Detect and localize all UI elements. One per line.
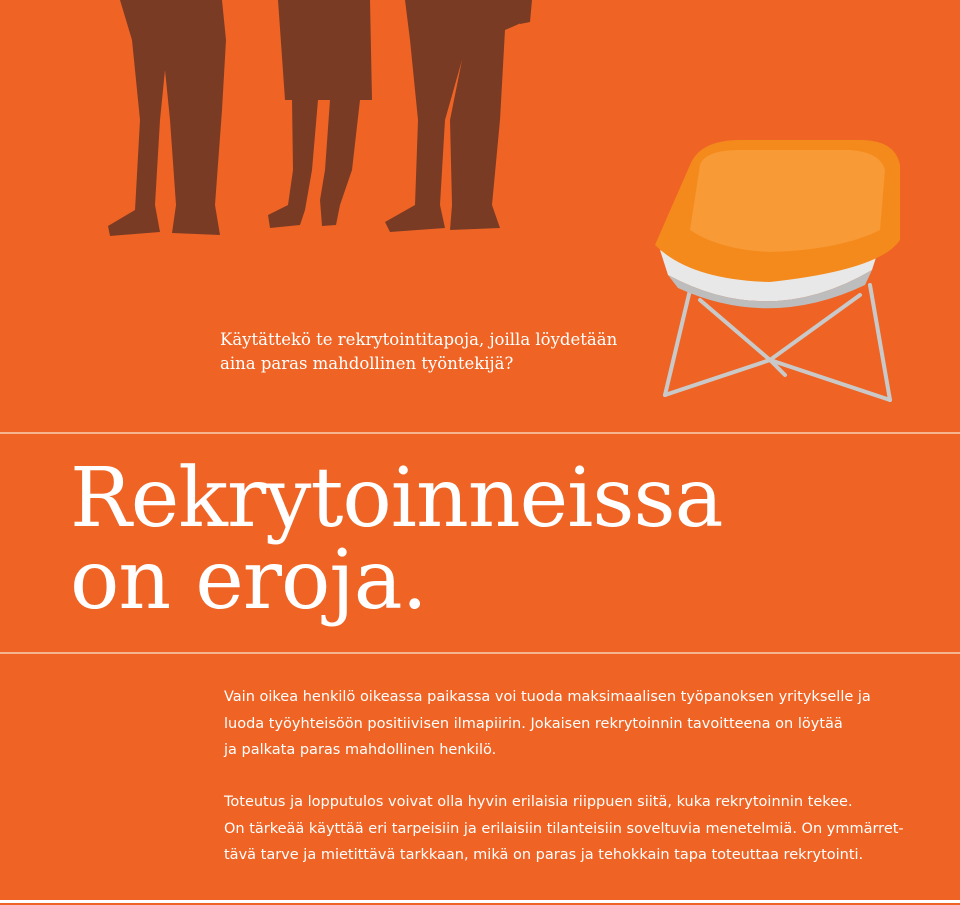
question-text	[220, 328, 617, 376]
divider	[0, 432, 960, 434]
paragraph-2	[224, 789, 924, 869]
headline-line: on eroja.	[70, 533, 427, 628]
paragraph-line: tävä tarve ja mietittävä tarkkaan, mikä on paras ja tehokkain tapa toteuttaa rekrytointi.	[224, 847, 864, 863]
paragraph-line: Vain oikea henkilö oikeassa paikassa voi tuoda maksimaalisen työpanoksen yritykselle ja	[224, 689, 871, 705]
paragraph-line: On tärkeää käyttää eri tarpeisiin ja erilaisiin tilanteisiin soveltuvia menetelmiä. On ymmärret-	[224, 820, 904, 837]
question-line: aina paras mahdollinen työntekijä?	[220, 354, 514, 373]
divider	[0, 652, 960, 654]
question-line: Käytättekö te rekrytointitapoja, joilla löydetään	[220, 330, 618, 349]
paragraph-1	[224, 684, 924, 764]
headline	[70, 451, 723, 628]
paragraph-line: Toteutus ja lopputulos voivat olla hyvin erilaisia riippuen siitä, kuka rekrytoinnin tekee.	[224, 794, 853, 810]
bottom-divider	[0, 900, 960, 903]
paragraph-line: ja palkata paras mahdollinen henkilö.	[224, 742, 497, 758]
paragraph-line: luoda työyhteisöön positiivisen ilmapiirin. Jokaisen rekrytoinnin tavoitteena on löytää	[224, 715, 843, 732]
headline-line: Rekrytoinneissa	[70, 451, 723, 546]
